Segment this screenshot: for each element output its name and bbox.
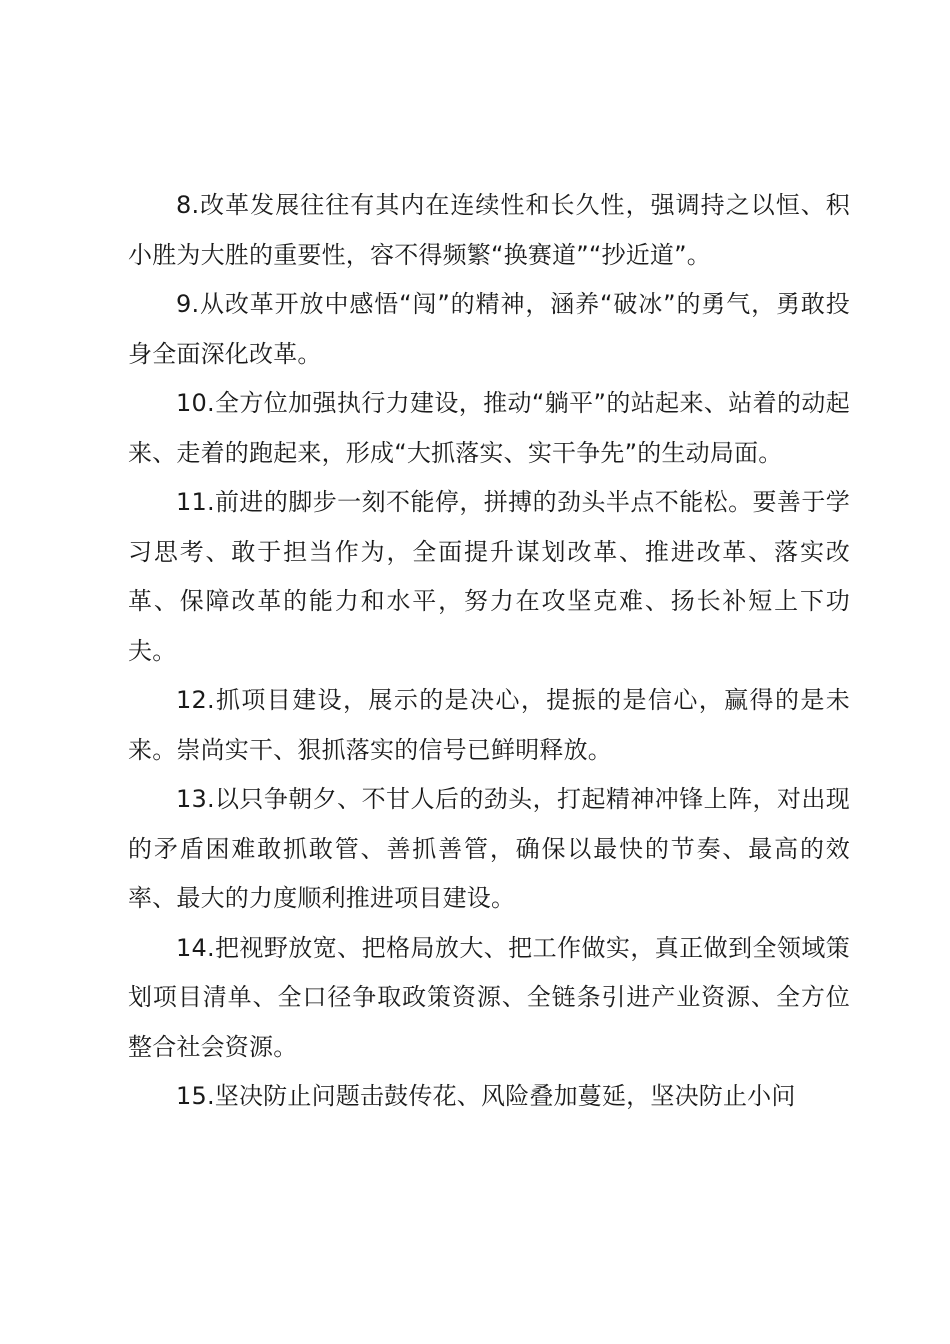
document-body — [128, 181, 850, 1122]
paragraph-10: 10.全方位加强执行力建设，推动“躺平”的站起来、站着的动起来、走着的跑起来，形成“大抓落实、实干争先”的生动局面。 — [128, 389, 850, 467]
paragraph-15: 15.坚决防止问题击鼓传花、风险叠加蔓延，坚决防止小问 — [176, 1082, 796, 1110]
paragraph-9: 9.从改革开放中感悟“闯”的精神，涵养“破冰”的勇气，勇敢投身全面深化改革。 — [128, 290, 850, 368]
paragraph-13: 13.以只争朝夕、不甘人后的劲头，打起精神冲锋上阵，对出现的矛盾困难敢抓敢管、善抓善管，确保以最快的节奏、最高的效率、最大的力度顺利推进项目建设。 — [128, 785, 850, 912]
paragraph-12: 12.抓项目建设，展示的是决心，提振的是信心，赢得的是未来。崇尚实干、狠抓落实的信号已鲜明释放。 — [128, 686, 850, 764]
paragraph-11: 11.前进的脚步一刻不能停，拼搏的劲头半点不能松。要善于学习思考、敢于担当作为，全面提升谋划改革、推进改革、落实改革、保障改革的能力和水平，努力在攻坚克难、扬长补短上下功夫。 — [128, 488, 850, 665]
paragraph-14: 14.把视野放宽、把格局放大、把工作做实，真正做到全领域策划项目清单、全口径争取政策资源、全链条引进产业资源、全方位整合社会资源。 — [128, 933, 850, 1061]
paragraph-8: 8.改革发展往往有其内在连续性和长久性，强调持之以恒、积小胜为大胜的重要性，容不得频繁“换赛道”“抄近道”。 — [128, 191, 850, 269]
